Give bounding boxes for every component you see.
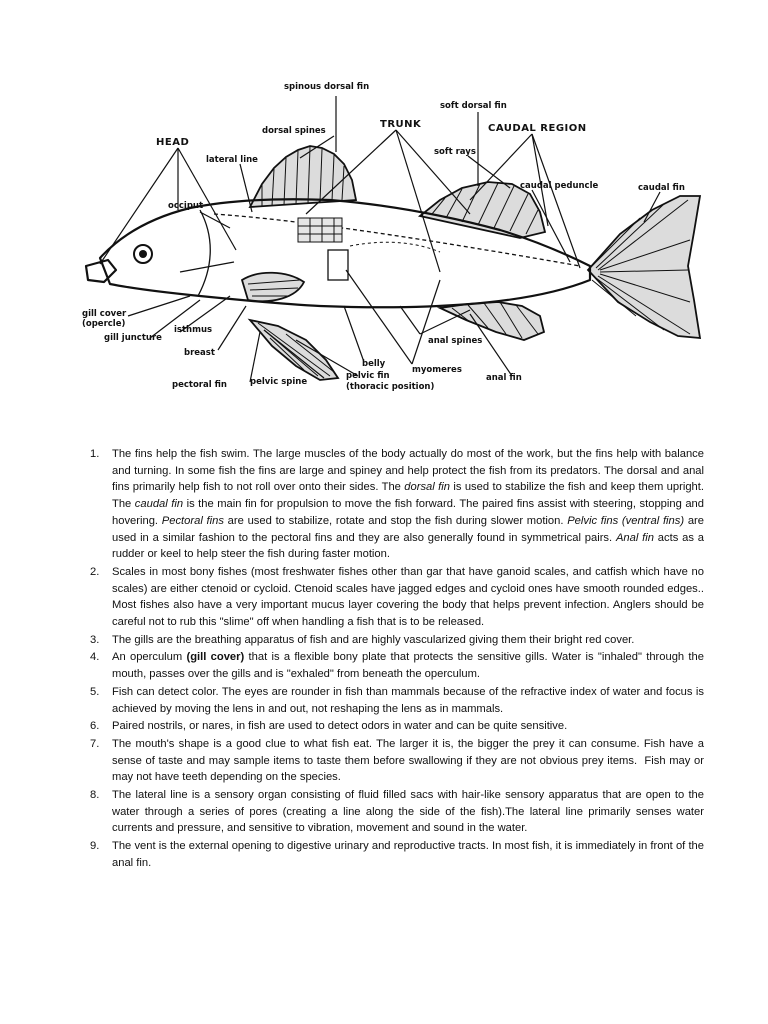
list-number: 3.	[90, 633, 100, 646]
pectoral-fin-shape	[242, 273, 304, 301]
list-number: 2.	[90, 565, 100, 578]
list-text: The gills are the breathing apparatus of fish and are highly vascularized giving them their bright red cover.	[112, 633, 635, 646]
fish-facts-list	[84, 446, 704, 873]
list-number: 9.	[90, 840, 100, 853]
fish-anatomy-diagram	[0, 0, 768, 420]
list-item	[84, 736, 704, 786]
label-myomeres: myomeres	[412, 365, 462, 375]
myomere-block	[328, 250, 348, 280]
list-number: 1.	[90, 448, 100, 460]
label-thoracic-position: (thoracic position)	[346, 382, 435, 392]
spinous-dorsal-fin-shape	[250, 146, 356, 207]
label-gill-juncture: gill juncture	[104, 333, 162, 343]
gill-cover-line	[198, 210, 210, 296]
list-number: 6.	[90, 720, 100, 733]
label-spinous-dorsal-fin: spinous dorsal fin	[284, 82, 370, 92]
list-number: 8.	[90, 789, 100, 802]
list-item	[84, 446, 704, 563]
list-item	[84, 632, 704, 649]
list-number: 4.	[90, 651, 100, 664]
label-belly: belly	[362, 359, 386, 369]
list-text: The lateral line is a sensory organ consisting of fluid filled sacs with hair-like sensory apparatus that are open to the water through a series of pores (creating a line along the side of the fish).The lateral line primarily senses water currents and pressure, and sensitive to vibration, movement and sound in the water.	[112, 789, 704, 835]
label-isthmus: isthmus	[174, 325, 213, 335]
label-caudal-peduncle: caudal peduncle	[520, 181, 599, 191]
label-occiput: occiput	[168, 201, 204, 211]
label-pectoral-fin: pectoral fin	[172, 380, 227, 390]
list-item	[84, 564, 704, 631]
label-gill-cover: gill cover	[82, 309, 127, 319]
list-item	[84, 838, 704, 871]
label-caudal-region: CAUDAL REGION	[488, 123, 587, 134]
label-caudal-fin: caudal fin	[638, 183, 685, 193]
label-anal-fin: anal fin	[486, 373, 522, 383]
list-text: The mouth's shape is a good clue to what fish eat. The larger it is, the bigger the prey it can consume. Fish have a sense of taste and may sample items to taste them before swallowing if they are not obvious prey items. Fish may or may not have teeth depending on the species.	[112, 737, 704, 784]
list-number: 5.	[90, 685, 100, 698]
list-item	[84, 684, 704, 717]
scale-patch	[298, 218, 342, 242]
list-text: Fish can detect color. The eyes are rounder in fish than mammals because of the refractive index of water and focus is achieved by moving the lens in and out, not reshaping the lens as in mammals.	[112, 685, 704, 715]
list-item	[84, 787, 704, 837]
label-pelvic-spine: pelvic spine	[250, 377, 308, 387]
label-anal-spines: anal spines	[428, 336, 483, 346]
label-gill-cover-sub: (opercle)	[82, 319, 126, 329]
label-lateral-line: lateral line	[206, 155, 258, 165]
caudal-fin-shape	[588, 196, 700, 338]
label-soft-dorsal-fin: soft dorsal fin	[440, 101, 507, 111]
label-soft-rays: soft rays	[434, 147, 476, 157]
label-pelvic-fin: pelvic fin	[346, 371, 390, 381]
list-text: Paired nostrils, or nares, in fish are used to detect odors in water and can be quite sensitive.	[112, 720, 568, 733]
list-item	[84, 718, 704, 735]
label-breast: breast	[184, 348, 215, 358]
list-text: The fins help the fish swim. The large muscles of the body actually do most of the work, but the fins help with balance and turning. In some fish the fins are large and spiney and help protect the fish from its predators. The dorsal and anal fins primarily help fish to not roll over onto their sides. The dorsal fin is used to stabilize the fish and keep them upright. The caudal fin is the main fin for propulsion to move the fish forward. The paired fins assist with steering, stopping and hovering. Pectoral fins are used to stabilize, rotate and stop the fish during slower motion. Pelvic fins (ventral fins) are used in a similar fashion to the pectoral fins and they are also generally found in symmetrical pairs. Anal fin acts as a rudder or keel to help steer the fish during faster motion.	[112, 448, 704, 561]
label-trunk: TRUNK	[380, 119, 422, 130]
list-item	[84, 649, 704, 682]
list-number: 7.	[90, 737, 100, 750]
label-head: HEAD	[156, 137, 190, 148]
list-text: Scales in most bony fishes (most freshwater fishes other than gar that have ganoid scales, and catfish which have no scales) are either ctenoid or cycloid. Ctenoid scales have jagged edges and cycloid ones have smooth rounded edges.. Most fishes also have a very important mucus layer covering the body that helps prevent infection. Anglers should be careful not to rub this "slime" off when handling a fish that is to be released.	[112, 565, 704, 629]
label-dorsal-spines: dorsal spines	[262, 126, 326, 136]
list-text: An operculum (gill cover) that is a flexible bony plate that protects the sensitive gills. Water is "inhaled" through the mouth, passes over the gills and is "exhaled" from beneath the operculum.	[112, 651, 704, 681]
list-text: The vent is the external opening to digestive urinary and reproductive tracts. In most fish, it is immediately in front of the anal fin.	[112, 840, 704, 869]
